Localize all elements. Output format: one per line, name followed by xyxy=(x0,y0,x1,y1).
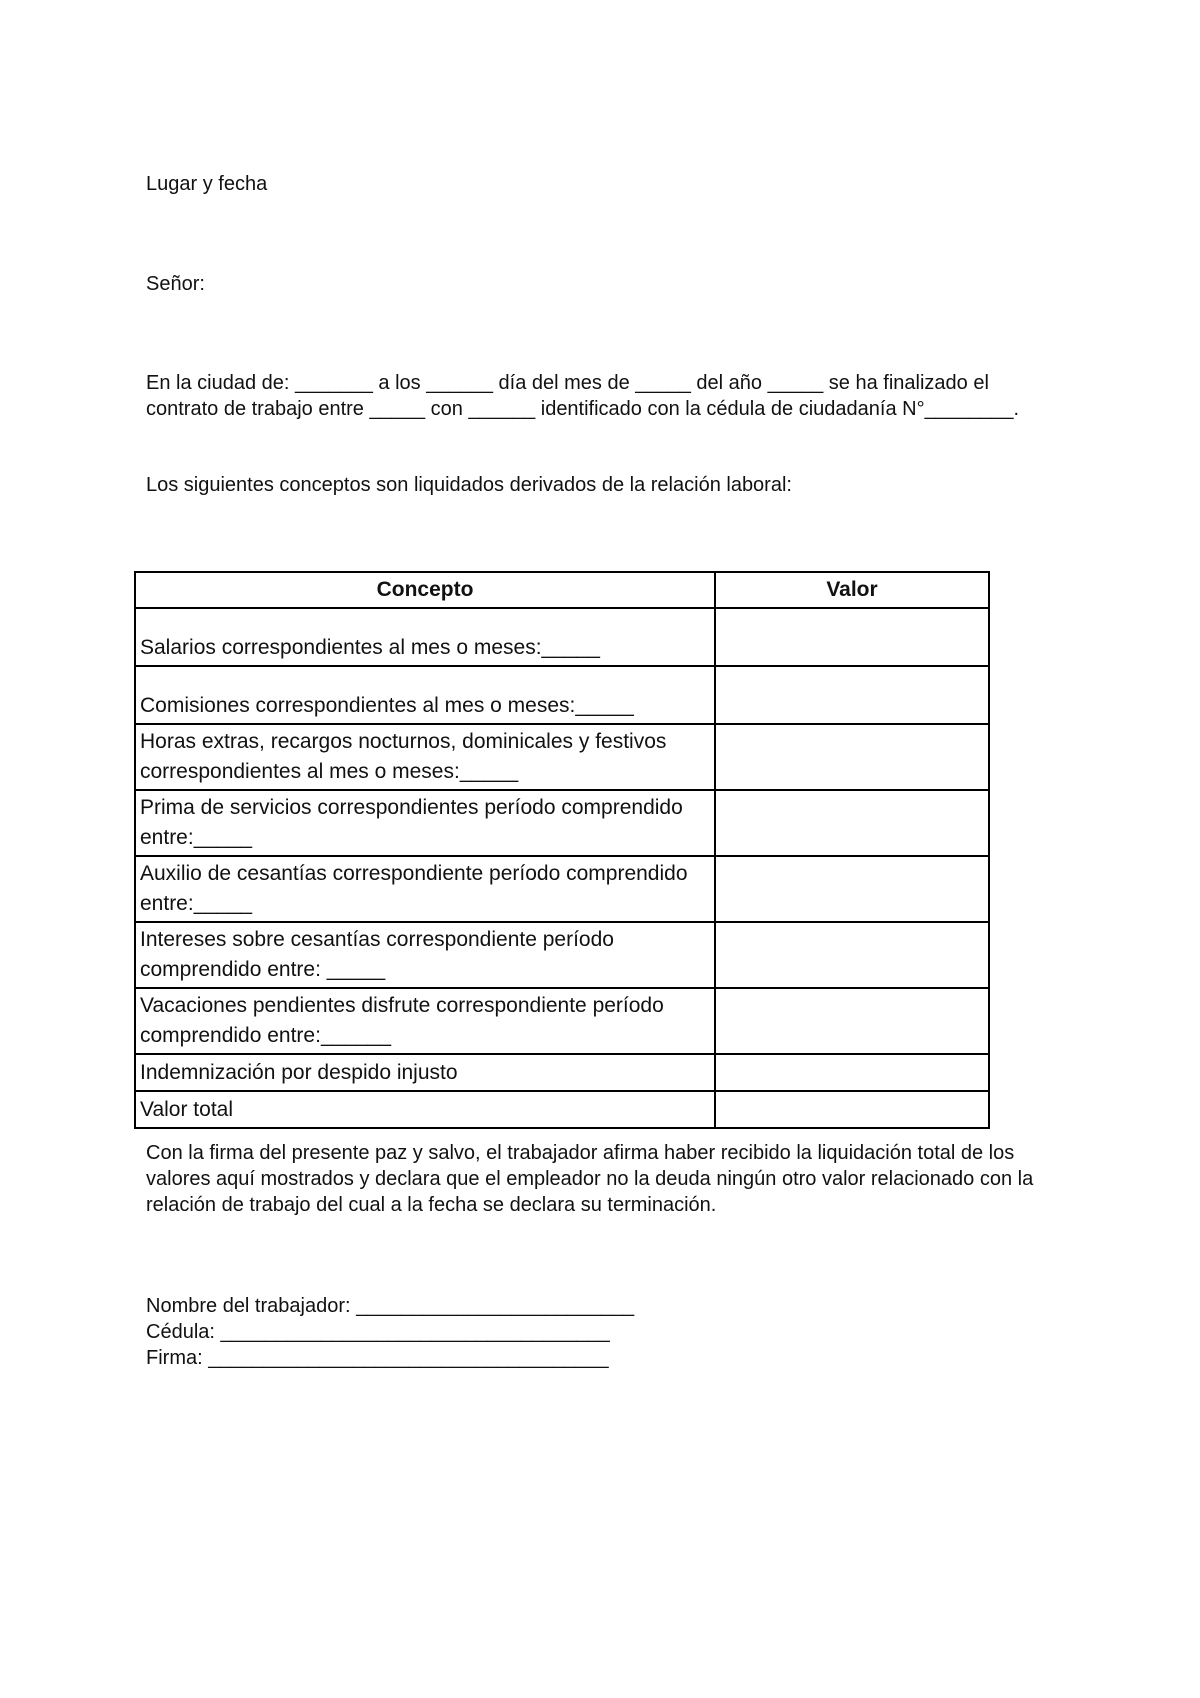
concept-cell: Salarios correspondientes al mes o meses:_____ xyxy=(135,608,715,666)
header-valor: Valor xyxy=(715,572,989,608)
intro-paragraph: En la ciudad de: _______ a los ______ día del mes de _____ del año _____ se ha finalizado el contrato de trabajo entre _____ con ______ identificado con la cédula de ciudadanía N°________. xyxy=(146,372,1020,420)
salutation: Señor: xyxy=(146,273,205,295)
worker-name-line: Nombre del trabajador: _________________________ xyxy=(146,1295,635,1317)
concept-cell: Auxilio de cesantías correspondiente período comprendido entre:_____ xyxy=(135,856,715,922)
concept-cell: Vacaciones pendientes disfrute correspondiente período comprendido entre:______ xyxy=(135,988,715,1054)
table-row xyxy=(135,790,989,856)
place-and-date: Lugar y fecha xyxy=(146,173,268,195)
concept-cell: Intereses sobre cesantías correspondiente período comprendido entre: _____ xyxy=(135,922,715,988)
value-cell xyxy=(715,856,989,922)
table-row xyxy=(135,724,989,790)
value-cell xyxy=(715,988,989,1054)
concept-cell: Valor total xyxy=(135,1091,715,1128)
table-row xyxy=(135,666,989,724)
table-row xyxy=(135,608,989,666)
signature-line: Firma: ____________________________________ xyxy=(146,1347,609,1369)
header-concepto: Concepto xyxy=(135,572,715,608)
concept-cell: Horas extras, recargos nocturnos, dominicales y festivos correspondientes al mes o meses:_____ xyxy=(135,724,715,790)
table-row xyxy=(135,922,989,988)
value-cell xyxy=(715,922,989,988)
value-cell xyxy=(715,790,989,856)
value-cell xyxy=(715,666,989,724)
value-cell xyxy=(715,1091,989,1128)
table-row-total xyxy=(135,1091,989,1128)
value-cell xyxy=(715,1054,989,1091)
id-number-line: Cédula: ___________________________________ xyxy=(146,1321,610,1343)
table-header-row xyxy=(135,572,989,608)
concept-cell: Comisiones correspondientes al mes o meses:_____ xyxy=(135,666,715,724)
value-cell xyxy=(715,724,989,790)
table-row xyxy=(135,988,989,1054)
liquidation-table xyxy=(134,571,990,1129)
concepts-intro: Los siguientes conceptos son liquidados derivados de la relación laboral: xyxy=(146,474,792,496)
table-row xyxy=(135,1054,989,1091)
concept-cell: Indemnización por despido injusto xyxy=(135,1054,715,1091)
value-cell xyxy=(715,608,989,666)
closing-paragraph: Con la firma del presente paz y salvo, el trabajador afirma haber recibido la liquidación total de los valores aquí mostrados y declara que el empleador no la deuda ningún otro valor relacionado con la relación de trabajo del cual a la fecha se declara su terminación. xyxy=(146,1142,1039,1216)
concept-cell: Prima de servicios correspondientes período comprendido entre:_____ xyxy=(135,790,715,856)
table-row xyxy=(135,856,989,922)
